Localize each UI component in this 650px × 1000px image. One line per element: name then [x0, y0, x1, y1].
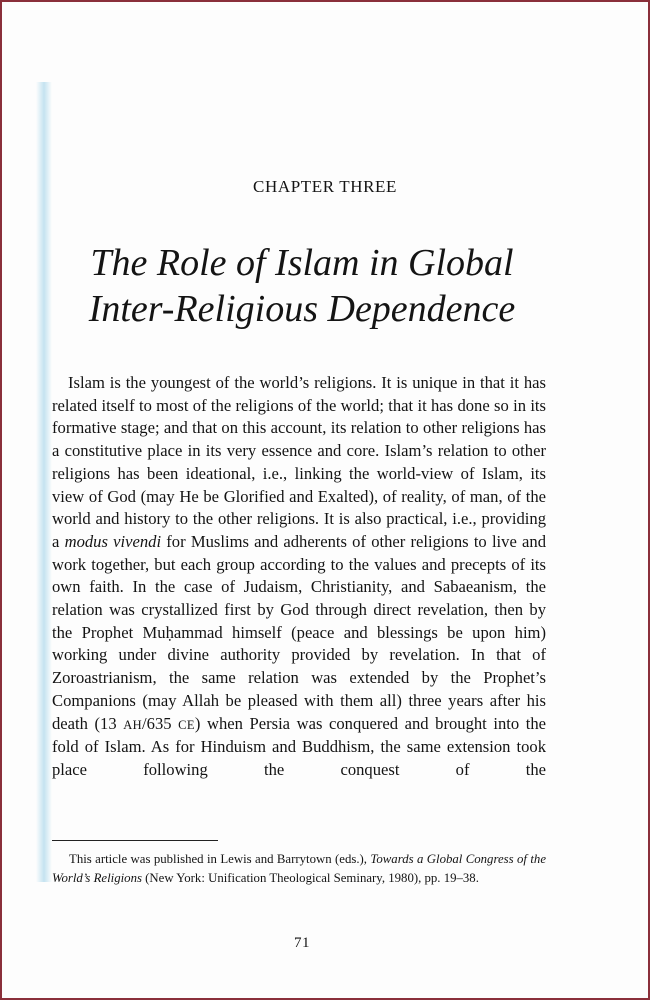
chapter-title: [2, 240, 602, 332]
footnote-text-part-1: This article was published in Lewis and Barrytown (eds.),: [69, 852, 371, 866]
era-abbreviation-ce: CE: [178, 717, 195, 732]
chapter-label: CHAPTER THREE: [253, 177, 397, 196]
footnote-divider: [52, 840, 218, 841]
body-paragraph: [52, 372, 546, 782]
era-abbreviation-ah: AH: [123, 717, 143, 732]
footnote-text-part-2: (New York: Unification Theological Seminary, 1980), pp. 19–38.: [141, 871, 479, 885]
chapter-title-line-1: The Role of Islam in Global: [90, 242, 514, 284]
body-italic-phrase: modus vivendi: [64, 531, 162, 551]
page-number: 71: [294, 935, 310, 951]
body-text-part-4: ) when Persia was conquered and brought into the fold of Islam. As for Hinduism and Buddhism, the same extension took place following the conquest of the: [52, 713, 546, 779]
footnote: [52, 850, 546, 888]
chapter-title-line-2: Inter-Religious Dependence: [88, 288, 516, 330]
body-paragraph-container: [52, 372, 546, 782]
footnote-italic-title: Towards a Global Congress of the World’s Religions: [52, 852, 546, 885]
body-text-part-2: for Muslims and adherents of other religions to live and work together, but each group according to the values and precepts of its own faith. In the case of Judaism, Christianity, and Sabaeanism, the relation was crystallized first by God through direct revelation, then by the Prophet Muḥammad himself (peace and blessings be upon him) working under divine authority provided by revelation. In that of Zoroastrianism, the same relation was extended by the Prophet’s Companions (may Allah be pleased with them all) three years after his death (13: [52, 531, 547, 733]
binding-gutter-shadow: [36, 82, 52, 882]
body-text-part-3: /635: [142, 713, 179, 733]
footnote-paragraph: [52, 850, 546, 888]
body-text-part-1: Islam is the youngest of the world’s religions. It is unique in that it has related itself to most of the religions of the world; that it has done so in its formative stage; and that on this account, its relation to other religions has a constitutive place in its very essence and core. Islam’s relation to other religions has been ideational, i.e., linking the world-view of Islam, its view of God (may He be Glorified and Exalted), of reality, of man, of the world and history to the other religions. It is also practical, i.e., providing a: [52, 373, 546, 551]
